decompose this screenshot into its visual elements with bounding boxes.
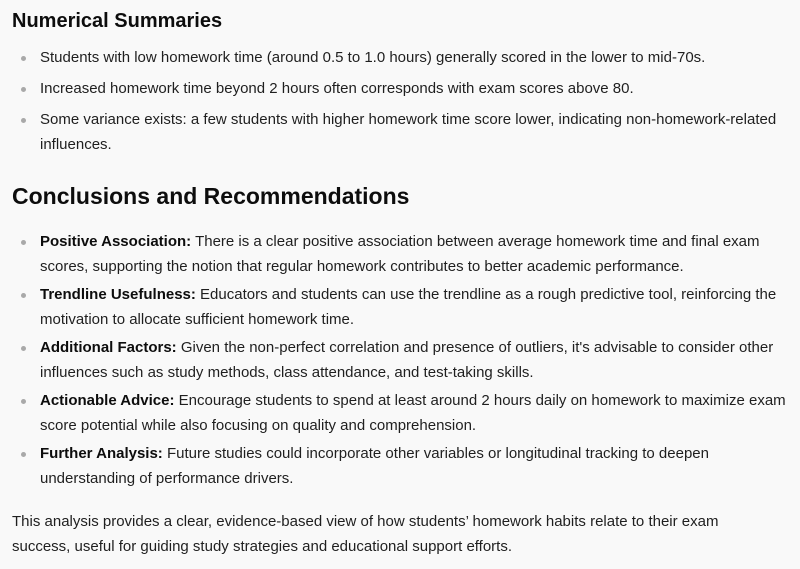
closing-paragraph: This analysis provides a clear, evidence-based view of how students’ homework habits relate to their exam success, useful for guiding study strategies and educational support efforts. [12, 513, 719, 555]
item-label: Further Analysis: [40, 445, 163, 462]
item-text: Given the non-perfect correlation and presence of outliers, it's advisable to consider other influences such as study methods, class attendance, and test-taking skills. [40, 339, 774, 381]
numerical-summaries-list [12, 45, 788, 163]
list-item [12, 335, 788, 385]
conclusions-heading: Conclusions and Recommendations [12, 183, 410, 209]
list-item: Some variance exists: a few students with higher homework time score lower, indicating non-homework-related influences. [12, 107, 788, 157]
list-item [12, 282, 788, 332]
list-item [12, 441, 788, 491]
item-text: Encourage students to spend at least around 2 hours daily on homework to maximize exam score potential while also focusing on quality and comprehension. [40, 392, 786, 434]
item-label: Additional Factors: [40, 339, 177, 356]
item-label: Positive Association: [40, 233, 192, 250]
list-item: Students with low homework time (around 0.5 to 1.0 hours) generally scored in the lower to mid-70s. [12, 45, 788, 70]
numerical-summaries-heading: Numerical Summaries [12, 10, 223, 32]
item-text: Future studies could incorporate other variables or longitudinal tracking to deepen understanding of performance drivers. [40, 445, 709, 487]
item-text: There is a clear positive association between average homework time and final exam scores, supporting the notion that regular homework contributes to better academic performance. [40, 233, 760, 275]
list-item [12, 229, 788, 279]
conclusions-list [12, 229, 788, 494]
item-text: Educators and students can use the trendline as a rough predictive tool, reinforcing the motivation to allocate sufficient homework time. [40, 286, 777, 328]
item-label: Actionable Advice: [40, 392, 175, 409]
list-item [12, 388, 788, 438]
list-item: Increased homework time beyond 2 hours often corresponds with exam scores above 80. [12, 76, 788, 101]
item-label: Trendline Usefulness: [40, 286, 196, 303]
